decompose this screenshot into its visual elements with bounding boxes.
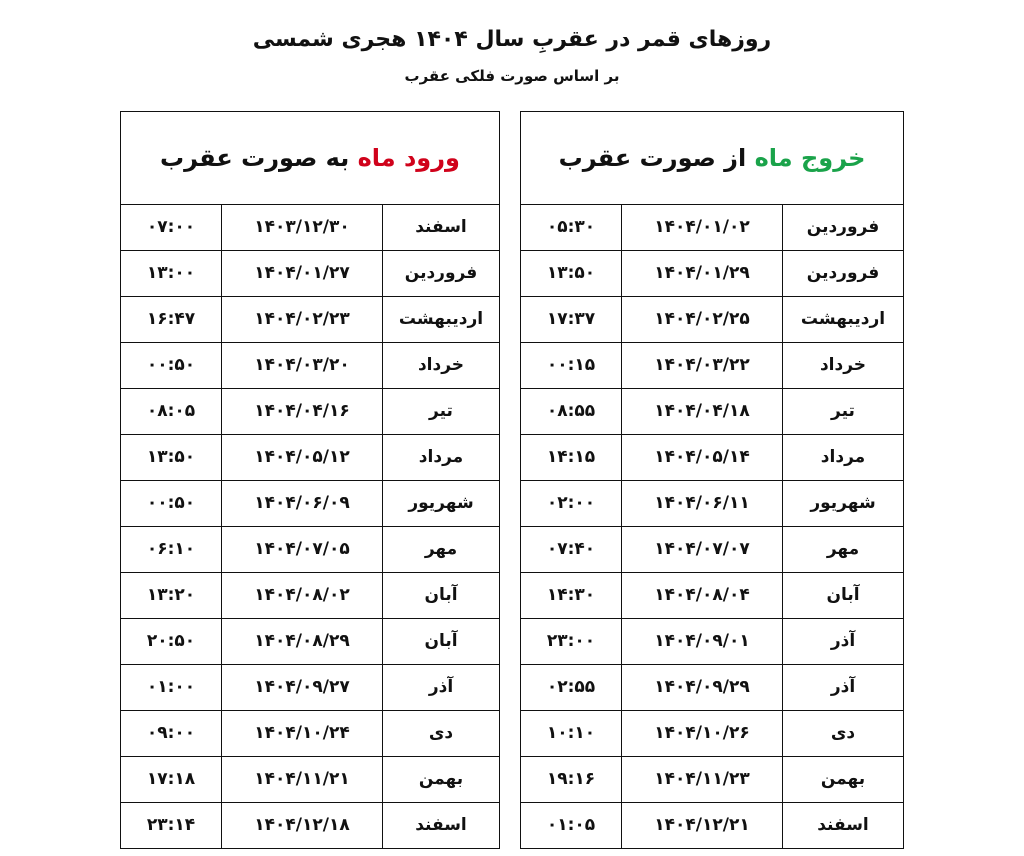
cell-time: ۱۶:۴۷: [121, 296, 222, 342]
cell-time: ۰۲:۰۰: [521, 480, 622, 526]
cell-date: ۱۴۰۴/۰۷/۰۷: [622, 526, 783, 572]
cell-month: مهر: [783, 526, 904, 572]
cell-time: ۲۳:۱۴: [121, 802, 222, 848]
table-row: [521, 296, 904, 342]
entry-table-header: [121, 111, 500, 204]
table-row: [121, 342, 500, 388]
cell-date: ۱۴۰۴/۱۱/۲۱: [222, 756, 383, 802]
table-row: [521, 664, 904, 710]
cell-date: ۱۴۰۴/۱۱/۲۳: [622, 756, 783, 802]
cell-time: ۰۵:۳۰: [521, 204, 622, 250]
cell-date: ۱۴۰۴/۰۹/۲۷: [222, 664, 383, 710]
cell-month: بهمن: [383, 756, 500, 802]
entry-header-red-text: ورود ماه: [357, 143, 460, 172]
cell-date: ۱۴۰۴/۰۹/۰۱: [622, 618, 783, 664]
cell-time: ۱۹:۱۶: [521, 756, 622, 802]
cell-time: ۱۷:۱۸: [121, 756, 222, 802]
cell-date: ۱۴۰۴/۱۰/۲۶: [622, 710, 783, 756]
cell-date: ۱۴۰۴/۰۵/۱۲: [222, 434, 383, 480]
cell-month: مهر: [383, 526, 500, 572]
cell-date: ۱۴۰۴/۰۸/۰۲: [222, 572, 383, 618]
cell-month: اسفند: [783, 802, 904, 848]
cell-time: ۰۰:۵۰: [121, 480, 222, 526]
cell-time: ۱۳:۵۰: [521, 250, 622, 296]
page-title: روزهای قمر در عقربِ سال ۱۴۰۴ هجری شمسی: [252, 27, 772, 52]
cell-date: ۱۴۰۴/۰۴/۱۶: [222, 388, 383, 434]
cell-time: ۰۸:۰۵: [121, 388, 222, 434]
cell-date: ۱۴۰۴/۰۸/۲۹: [222, 618, 383, 664]
cell-month: آبان: [383, 618, 500, 664]
table-row: [521, 526, 904, 572]
cell-time: ۰۰:۱۵: [521, 342, 622, 388]
cell-date: ۱۴۰۴/۰۷/۰۵: [222, 526, 383, 572]
cell-time: ۰۷:۰۰: [121, 204, 222, 250]
cell-month: مرداد: [383, 434, 500, 480]
table-row: [521, 480, 904, 526]
moon-entry-table: [120, 111, 500, 849]
table-row: [121, 710, 500, 756]
table-row: [521, 802, 904, 848]
cell-date: ۱۴۰۴/۰۶/۰۹: [222, 480, 383, 526]
cell-month: اسفند: [383, 204, 500, 250]
cell-date: ۱۴۰۴/۱۲/۱۸: [222, 802, 383, 848]
cell-date: ۱۴۰۴/۰۳/۲۰: [222, 342, 383, 388]
table-row: [121, 250, 500, 296]
exit-header-green-text: خروج ماه: [754, 143, 866, 172]
cell-month: فروردین: [783, 250, 904, 296]
cell-time: ۱۷:۳۷: [521, 296, 622, 342]
cell-date: ۱۴۰۴/۰۲/۲۵: [622, 296, 783, 342]
cell-month: اردیبهشت: [383, 296, 500, 342]
page-subtitle: بر اساس صورت فلکی عقرب: [404, 66, 620, 85]
table-row: [521, 572, 904, 618]
exit-table-header: [521, 111, 904, 204]
cell-date: ۱۴۰۴/۱۰/۲۴: [222, 710, 383, 756]
cell-date: ۱۴۰۳/۱۲/۳۰: [222, 204, 383, 250]
cell-date: ۱۴۰۴/۰۴/۱۸: [622, 388, 783, 434]
table-row: [521, 710, 904, 756]
cell-month: خرداد: [783, 342, 904, 388]
cell-time: ۱۴:۳۰: [521, 572, 622, 618]
cell-month: مرداد: [783, 434, 904, 480]
cell-date: ۱۴۰۴/۰۱/۲۹: [622, 250, 783, 296]
cell-time: ۱۰:۱۰: [521, 710, 622, 756]
table-row: [121, 572, 500, 618]
cell-month: بهمن: [783, 756, 904, 802]
cell-month: شهریور: [383, 480, 500, 526]
table-row: [121, 296, 500, 342]
exit-header-black-text: از صورت عقرب: [558, 143, 747, 172]
table-row: [521, 250, 904, 296]
cell-date: ۱۴۰۴/۰۶/۱۱: [622, 480, 783, 526]
moon-exit-table: [520, 111, 904, 849]
cell-time: ۱۴:۱۵: [521, 434, 622, 480]
cell-time: ۲۰:۵۰: [121, 618, 222, 664]
cell-date: ۱۴۰۴/۰۱/۲۷: [222, 250, 383, 296]
cell-month: اردیبهشت: [783, 296, 904, 342]
cell-month: آذر: [783, 618, 904, 664]
table-row: [521, 434, 904, 480]
cell-time: ۰۲:۵۵: [521, 664, 622, 710]
cell-month: خرداد: [383, 342, 500, 388]
cell-month: آذر: [383, 664, 500, 710]
tables-container: [0, 111, 1024, 849]
table-row: [121, 204, 500, 250]
table-header-row: [121, 111, 500, 204]
cell-time: ۰۱:۰۰: [121, 664, 222, 710]
cell-month: فروردین: [783, 204, 904, 250]
table-row: [121, 434, 500, 480]
table-row: [121, 480, 500, 526]
cell-time: ۰۹:۰۰: [121, 710, 222, 756]
cell-time: ۱۳:۲۰: [121, 572, 222, 618]
cell-time: ۱۳:۰۰: [121, 250, 222, 296]
cell-time: ۱۳:۵۰: [121, 434, 222, 480]
cell-month: دی: [383, 710, 500, 756]
cell-date: ۱۴۰۴/۰۲/۲۳: [222, 296, 383, 342]
cell-month: فروردین: [383, 250, 500, 296]
cell-date: ۱۴۰۴/۰۳/۲۲: [622, 342, 783, 388]
cell-month: تیر: [783, 388, 904, 434]
cell-date: ۱۴۰۴/۰۸/۰۴: [622, 572, 783, 618]
table-row: [521, 756, 904, 802]
table-row: [521, 204, 904, 250]
cell-month: آذر: [783, 664, 904, 710]
entry-header-black-text: به صورت عقرب: [160, 143, 350, 172]
cell-date: ۱۴۰۴/۰۵/۱۴: [622, 434, 783, 480]
cell-month: آبان: [783, 572, 904, 618]
cell-time: ۰۰:۵۰: [121, 342, 222, 388]
table-row: [521, 388, 904, 434]
cell-time: ۰۷:۴۰: [521, 526, 622, 572]
table-row: [121, 756, 500, 802]
table-row: [121, 388, 500, 434]
cell-date: ۱۴۰۴/۱۲/۲۱: [622, 802, 783, 848]
cell-month: آبان: [383, 572, 500, 618]
table-row: [121, 618, 500, 664]
table-row: [521, 342, 904, 388]
cell-time: ۰۸:۵۵: [521, 388, 622, 434]
cell-time: ۰۶:۱۰: [121, 526, 222, 572]
table-row: [521, 618, 904, 664]
cell-month: تیر: [383, 388, 500, 434]
cell-date: ۱۴۰۴/۰۱/۰۲: [622, 204, 783, 250]
cell-time: ۰۱:۰۵: [521, 802, 622, 848]
table-row: [121, 664, 500, 710]
title-block: [0, 0, 1024, 85]
cell-month: شهریور: [783, 480, 904, 526]
cell-date: ۱۴۰۴/۰۹/۲۹: [622, 664, 783, 710]
table-row: [121, 526, 500, 572]
cell-month: اسفند: [383, 802, 500, 848]
table-header-row: [521, 111, 904, 204]
table-row: [121, 802, 500, 848]
cell-month: دی: [783, 710, 904, 756]
cell-time: ۲۳:۰۰: [521, 618, 622, 664]
